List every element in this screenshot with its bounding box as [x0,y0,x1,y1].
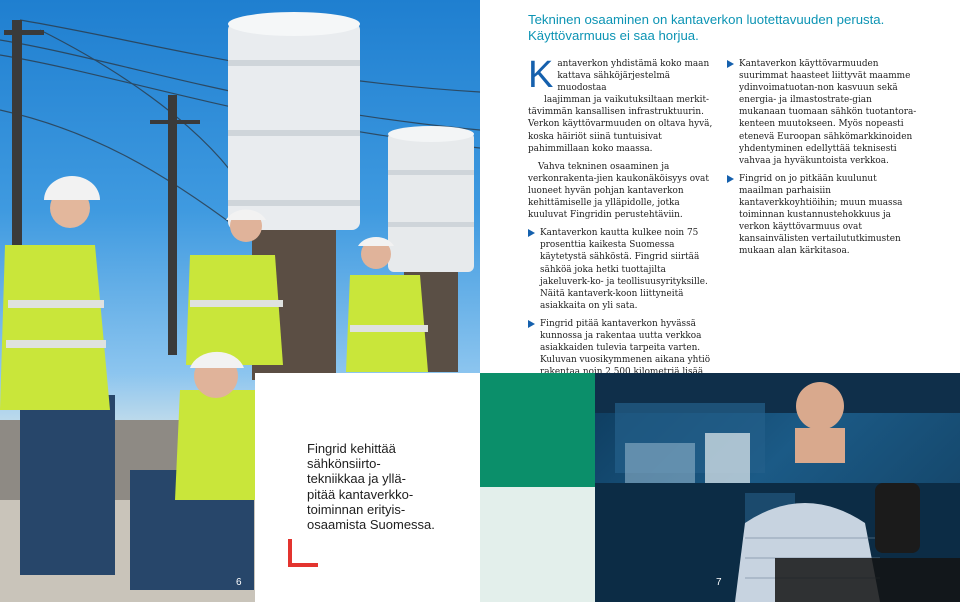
bullet-text: Kantaverkon kautta kulkee noin 75 prosenttia kaikesta Suomessa käytetystä sähköstä. Fingrid siirtää sähköä joka hetki tuottajilta jakeluverk-ko- ja teollisuusyrityksille. Näitä kantaverk-koon liittyneitä asiakkaita on yli sata. [540,228,708,311]
page-number-right: 7 [716,577,722,588]
triangle-bullet-icon [528,320,535,328]
card-statement-text: Fingrid kehittää sähkönsiirto- tekniikkaa ja yllä- pitää kantaverkko- toiminnan erityis- osaamista Suomessa. [307,441,435,533]
green-color-block [480,373,595,487]
intro-line-2: kattava sähköjärjestelmä muodostaa [557,71,671,94]
triangle-bullet-icon [727,60,734,68]
photo-control-room-operator [595,373,960,602]
bullet-text: Fingrid on jo pitkään kuulunut maailman parhaisiin kantaverkkoyhtiöihin; muun muassa toiminnan kustannustehokkuus ja verkon käyttövarmuus ovat kansainvälisten vertailututkimusten mukaan alan kärkitasoa. [739,173,903,257]
page-number-left: 6 [236,577,242,588]
intro-paragraph [528,54,716,155]
corner-bracket-icon [288,539,320,567]
text-column-1 [528,54,716,409]
intro-line-1: antaverkon yhdistämä koko maan [557,59,710,69]
bullet-item [727,173,917,258]
bullet-text: Fingrid pitää kantaverkon hyvässä kunnossa ja rakentaa uutta verkkoa asiakkaiden tulevia tarpeita varten. Kuluvan vuosikymmenen aikana yhtiö [540,318,711,366]
intro-line-3: laajimman ja vaikutuksiltaan merkit- [544,95,710,106]
page-headline: Tekninen osaaminen on kantaverkon luotettavuuden perusta. Käyttövarmuus ei saa horjua. [528,12,885,43]
intro-rest: tävimmän kansallisen infrastruktuurin. Verkon käyttövarmuuden on oltava hyvä, koska häiriöt siinä tuntuisivat pahimmillaan koko maassa. [528,107,713,154]
bullet-text: Kantaverkon käyttövarmuuden suurimmat haasteet liittyvät maamme ydinvoimatuotan-non kasvuun sekä energia- ja ilmastostrate-gian mukanaan tuomaan sähkön tuotantora-kenteen muutokseen. Myös nopeasti etenevä Euroopan sähkömarkkinoiden yhdentyminen edellyttää teknisesti vahvaa ja hyväkuntoista verkkoa. [739,59,917,166]
triangle-bullet-icon [528,229,535,237]
drop-cap: K [528,54,554,96]
text-column-2 [727,58,917,264]
intro-paragraph-2: Vahva tekninen osaaminen ja verkonrakenta-jien kaukonäköisyys ovat luoneet hyvän pohjan kantaverkon kehittämiselle ja ylläpidolle, jotka kuuluvat Fingridin perustehtäviin. [528,161,709,221]
triangle-bullet-icon [727,175,734,183]
pale-color-block [480,487,595,602]
bullet-item [727,58,917,167]
bullet-item [528,227,716,312]
